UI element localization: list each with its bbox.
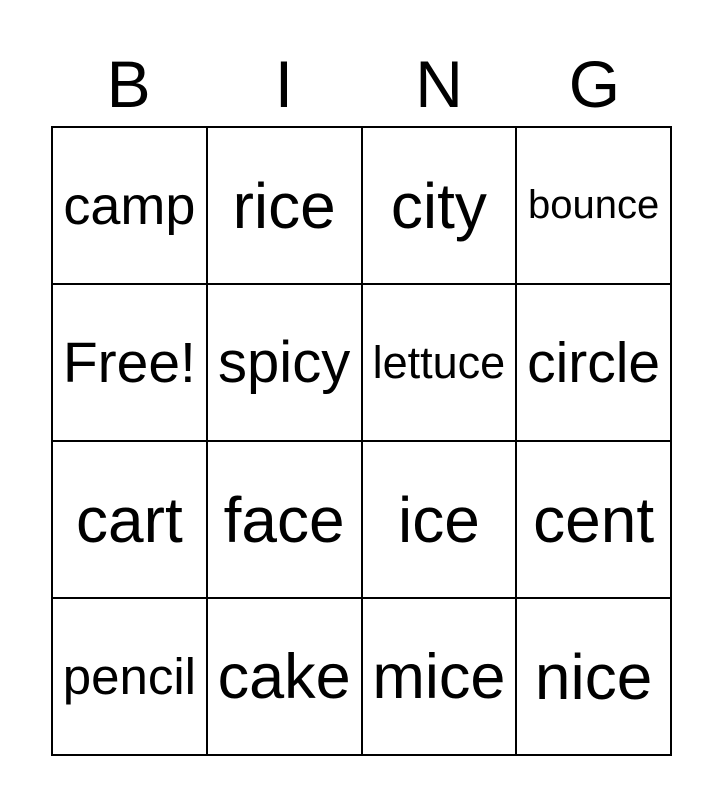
- bingo-row-3: [52, 441, 671, 598]
- bingo-cell-r3c1[interactable]: [52, 441, 207, 598]
- bingo-cell-r3c2[interactable]: [207, 441, 362, 598]
- bingo-cell-r3c4[interactable]: [516, 441, 671, 598]
- cell-word: city: [390, 169, 487, 242]
- bingo-header: [51, 47, 672, 121]
- cell-word: bounce: [528, 183, 660, 227]
- cell-word: cent: [533, 483, 655, 556]
- cell-word: face: [223, 483, 345, 556]
- cell-word: cart: [76, 483, 183, 556]
- header-letter-g: G: [568, 47, 621, 121]
- free-space-cell[interactable]: [52, 284, 207, 441]
- cell-word: pencil: [62, 648, 196, 705]
- cell-word: ice: [397, 483, 480, 556]
- header-letter-b: B: [106, 47, 151, 121]
- cell-word: circle: [527, 330, 661, 395]
- bingo-row-4: [52, 598, 671, 755]
- bingo-cell-r4c4[interactable]: [516, 598, 671, 755]
- bingo-cell-r4c2[interactable]: [207, 598, 362, 755]
- cell-word: mice: [372, 641, 506, 712]
- bingo-cell-r3c3[interactable]: [362, 441, 517, 598]
- cell-word: cake: [217, 641, 351, 712]
- cell-word: spicy: [218, 330, 351, 395]
- cell-word: lettuce: [372, 336, 506, 388]
- bingo-cell-r1c1[interactable]: [52, 127, 207, 284]
- bingo-cell-r1c2[interactable]: [207, 127, 362, 284]
- cell-word: camp: [63, 175, 196, 236]
- bingo-grid: [51, 126, 672, 756]
- cell-word: Free!: [62, 330, 196, 395]
- cell-word: nice: [534, 640, 653, 713]
- bingo-cell-r4c3[interactable]: [362, 598, 517, 755]
- header-letter-n: N: [415, 47, 463, 121]
- bingo-cell-r2c3[interactable]: [362, 284, 517, 441]
- bingo-cell-r4c1[interactable]: [52, 598, 207, 755]
- bingo-cell-r1c4[interactable]: [516, 127, 671, 284]
- bingo-cell-r1c3[interactable]: [362, 127, 517, 284]
- header-letter-i: I: [274, 47, 294, 121]
- bingo-cell-r2c4[interactable]: [516, 284, 671, 441]
- bingo-row-2: [52, 284, 671, 441]
- bingo-row-1: [52, 127, 671, 284]
- cell-word: rice: [232, 169, 336, 242]
- bingo-cell-r2c2[interactable]: [207, 284, 362, 441]
